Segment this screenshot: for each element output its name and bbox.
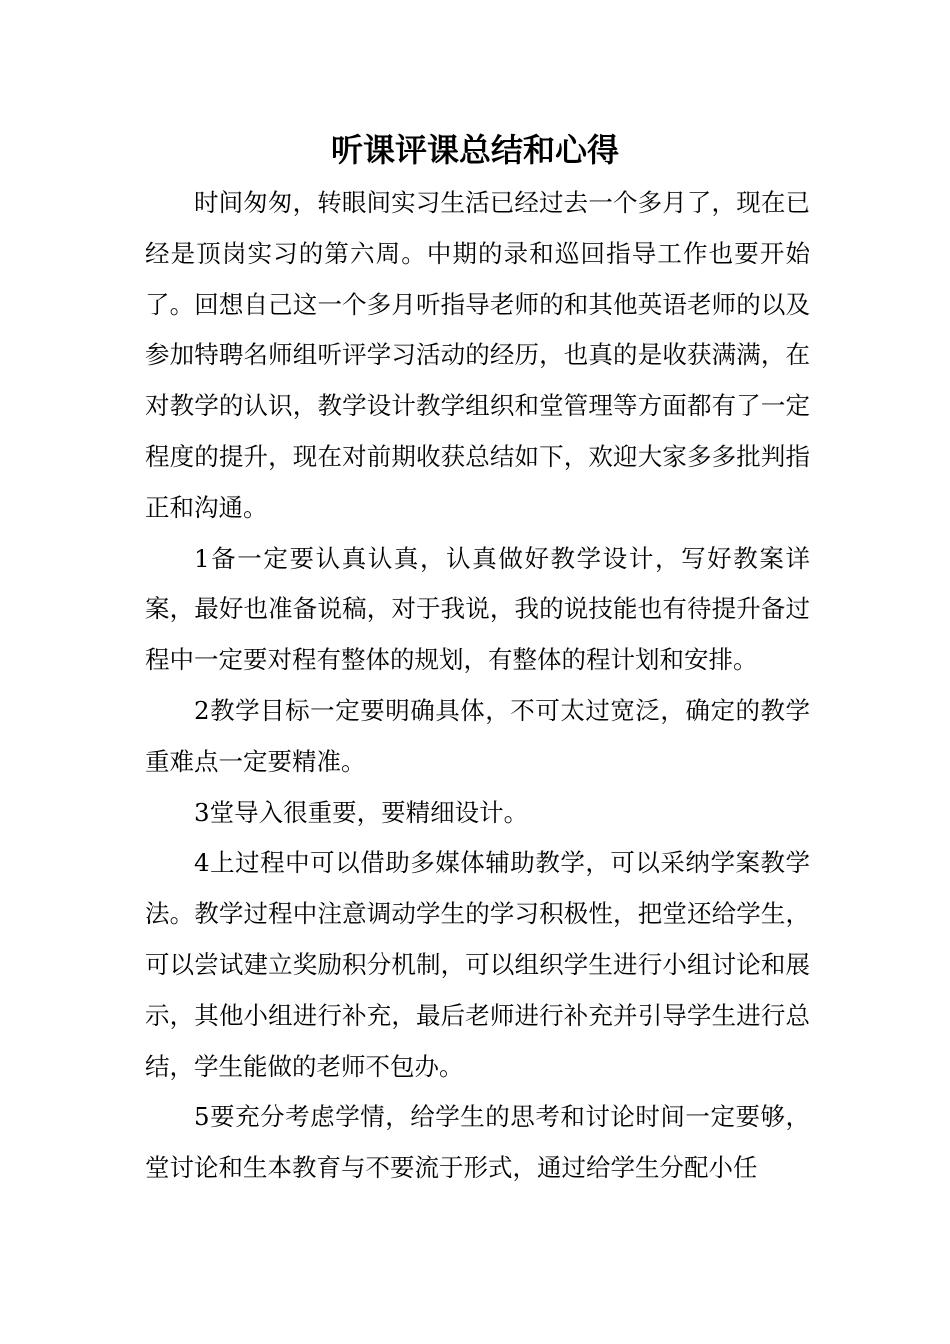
paragraph-point-2: 2教学目标一定要明确具体，不可太过宽泛，确定的教学重难点一定要精准。 xyxy=(145,695,810,776)
paragraph-point-1: 1备一定要认真认真，认真做好教学设计，写好教案详案，最好也准备说稿，对于我说，我的说技能也有待提升备过程中一定要对程有整体的规划，有整体的程计划和安排。 xyxy=(145,543,810,675)
paragraph-point-4: 4上过程中可以借助多媒体辅助教学，可以采纳学案教学法。教学过程中注意调动学生的学习积极性，把堂还给学生，可以尝试建立奖励积分机制，可以组织学生进行小组讨论和展示，其他小组进行补充，最后老师进行补充并引导学生进行总结，学生能做的老师不包办。 xyxy=(145,848,810,1081)
paragraph-point-3: 3堂导入很重要，要精细设计。 xyxy=(194,797,529,827)
paragraph-point-5: 5要充分考虑学情，给学生的思考和讨论时间一定要够，堂讨论和生本教育与不要流于形式，通过给学生分配小任 xyxy=(145,1102,810,1183)
paragraph-intro: 时间匆匆，转眼间实习生活已经过去一个多月了，现在已经是顶岗实习的第六周。中期的录和巡回指导工作也要开始了。回想自己这一个多月听指导老师的和其他英语老师的以及参加特聘名师组听评学习活动的经历，也真的是收获满满，在对教学的认识，教学设计教学组织和堂管理等方面都有了一定程度的提升，现在对前期收获总结如下，欢迎大家多多批判指正和沟通。 xyxy=(145,188,810,522)
document-body xyxy=(145,178,810,1194)
document-title: 听课评课总结和心得 xyxy=(330,131,619,169)
